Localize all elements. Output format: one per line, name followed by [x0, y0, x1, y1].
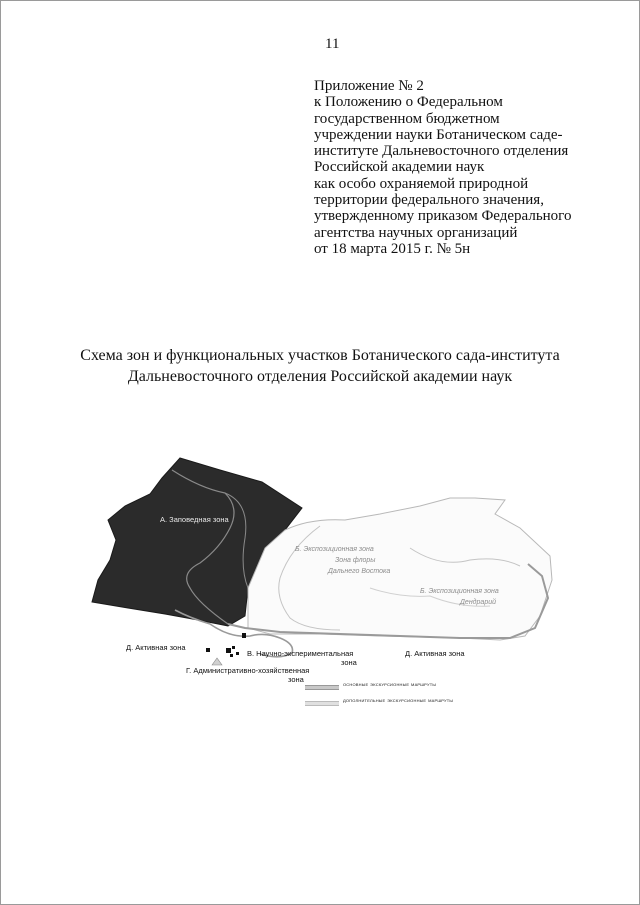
appendix-line: территории федерального значения, [314, 192, 544, 209]
building-marker [232, 646, 235, 649]
building-marker [230, 654, 233, 657]
label-zone-b: Дальнего Востока [328, 568, 391, 575]
appendix-line: от 18 марта 2015 г. № 5н [314, 240, 471, 257]
legend-text-main: основные экскурсионные маршруты [343, 682, 437, 688]
appendix-line: агентства научных организаций [314, 224, 518, 241]
legend-line-extra [305, 701, 339, 706]
legend-line-main [305, 685, 339, 690]
label-zone-v: зона [341, 658, 357, 667]
title-line-1: Схема зон и функциональных участков Ботанического сада-института [80, 347, 560, 364]
page-number: 11 [325, 36, 340, 52]
label-zone-d-right: Д. Активная зона [405, 649, 465, 658]
building-marker [242, 633, 246, 638]
building-marker [226, 648, 231, 653]
label-zone-d-left: Д. Активная зона [126, 643, 186, 652]
legend-main-routes [305, 682, 515, 692]
label-zone-b: Б. Экспозиционная зона [295, 546, 374, 553]
document-title [60, 345, 580, 387]
appendix-line: институте Дальневосточного отделения [314, 143, 569, 160]
appendix-line: как особо охраняемой природной [314, 175, 529, 192]
legend-text-extra: дополнительные экскурсионные маршруты [343, 698, 454, 704]
zone-map-drawing [80, 448, 560, 718]
label-zone-v: В. Научно-экспериментальная [247, 649, 354, 658]
appendix-line: Российской академии наук [314, 159, 485, 176]
building-marker [236, 652, 239, 655]
entrance-marker [212, 658, 222, 665]
label-zone-b: Зона флоры [335, 557, 376, 564]
appendix-line: утвержденному приказом Федерального [314, 208, 572, 225]
label-zone-g: зона [288, 675, 304, 684]
legend-extra-routes [305, 698, 515, 708]
label-zone-g: Г. Административно-хозяйственная [186, 666, 310, 675]
zone-map [80, 448, 560, 718]
building-marker [206, 648, 210, 652]
label-zone-b-dendrarium: Б. Экспозиционная зона [420, 588, 499, 595]
label-zone-b-dendrarium: Дендрарий [460, 599, 497, 606]
appendix-line: учреждении науки Ботаническом саде- [314, 126, 563, 143]
label-zone-a: А. Заповедная зона [160, 515, 229, 524]
appendix-line: государственном бюджетном [314, 110, 500, 127]
title-line-2: Дальневосточного отделения Российской академии наук [127, 368, 513, 385]
appendix-header [314, 78, 624, 257]
appendix-line: к Положению о Федеральном [314, 94, 503, 111]
appendix-line: Приложение № 2 [314, 78, 424, 94]
